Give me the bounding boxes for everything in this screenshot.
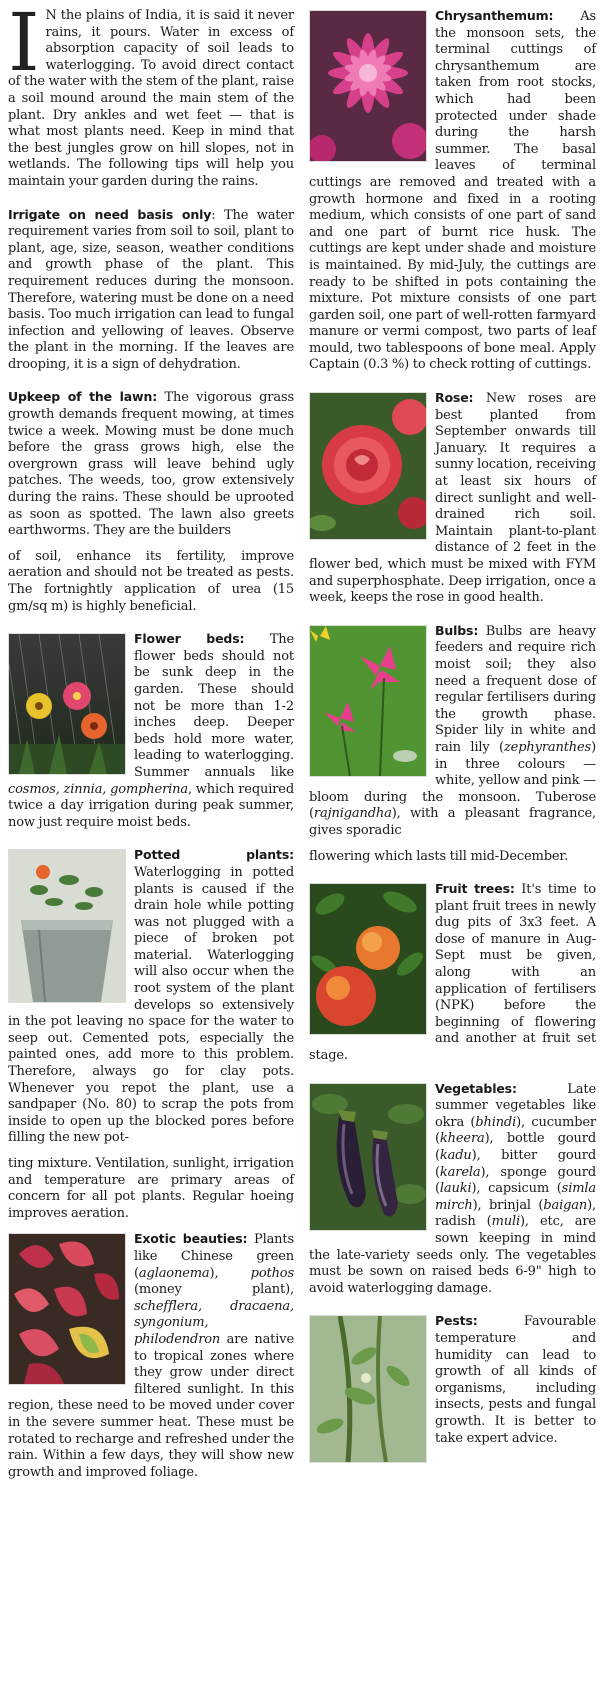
chrysanthemum-paragraph <box>309 8 596 374</box>
flower-beds-text: The flower beds should not be sunk deep in the garden. These should not be more than 1-2 inches deep. Deeper beds hold more water, leading to waterlogging. Summer annuals like <box>134 632 294 780</box>
veg-italic-6: simla mirch <box>435 1181 596 1213</box>
potted-heading: Potted plants: <box>134 847 294 863</box>
veg-text-3: ), bottle gourd ( <box>435 1131 596 1163</box>
bulbs-heading: Bulbs: <box>435 622 479 638</box>
fruit-paragraph <box>309 881 596 1065</box>
drop-cap: I <box>8 0 40 89</box>
exotic-heading: Exotic beauties: <box>134 1231 248 1247</box>
bulbs-text-1: Bulbs are heavy feeders and require rich moist soil; they also need a frequent dose of regular fertilisers during the growth phase. Spider lily in white and rain lily ( <box>435 623 596 755</box>
exotic-text-3: (money plant), <box>134 1282 294 1298</box>
veg-text-5: ), sponge gourd ( <box>435 1164 596 1197</box>
fruit-text: It's time to plant fruit trees in newly dug pits of 3x3 feet. A dose of manure in Aug-Sept must be given, along with an application of fertilisers (NPK) before the beginning of flowering and another at fruit set stage. <box>309 882 596 1064</box>
potted-paragraph <box>8 847 294 1147</box>
vegetables-paragraph <box>309 1081 596 1298</box>
lawn-paragraph-cont <box>8 549 294 615</box>
exotic-italic-2: pothos <box>250 1265 294 1281</box>
exotic-italic-1: aglaonema <box>138 1265 210 1281</box>
pests-text: Favourable temperature and humidity can lead to growth of all kinds of organisms, including insects, pests and fungal growth. It is better to take expert advice. <box>435 1314 596 1446</box>
intro-paragraph <box>8 0 294 191</box>
bulbs-paragraph <box>309 623 596 840</box>
pests-heading: Pests: <box>435 1313 478 1329</box>
lawn-text-cont: of soil, enhance its fertility, improve aeration and should not be treated as pests. The fortnightly application of urea (15 gm/sq m) is highly beneficial. <box>8 548 294 614</box>
veg-text-9: ), etc, are sown keeping in mind the late-variety seeds only. The vegetables must be sown on raised beds 6-9" high to avoid waterlogging damage. <box>309 1214 596 1296</box>
lawn-paragraph <box>8 389 294 539</box>
veg-italic-2: kheera <box>439 1131 485 1147</box>
bulbs-photo <box>309 625 427 777</box>
vegetables-photo <box>309 1083 427 1231</box>
veg-text-7: ), brinjal ( <box>472 1197 544 1213</box>
left-column <box>8 0 295 1481</box>
lawn-heading: Upkeep of the lawn: <box>8 389 158 405</box>
veg-italic-5: lauki <box>439 1181 472 1197</box>
rose-heading: Rose: <box>435 390 474 406</box>
exotic-text-1: Plants like Chinese green ( <box>134 1232 294 1281</box>
bulbs-text-2: ) in three colours — white, yellow and pink — bloom during the monsoon. Tuberose ( <box>309 739 596 822</box>
chrysanthemum-heading: Chrysanthemum: <box>435 8 554 23</box>
irrigate-paragraph <box>8 207 294 374</box>
bulbs-text-3: ), with a pleasant fragrance, gives sporadic <box>309 806 596 838</box>
irrigate-text: : The water requirement varies from soil to soil, plant to plant, age, size, season, weather conditions and growth phase of the plant. This requirement reduces during the monsoon. Therefore, watering must be done on a need basis. Too much irrigation can lead to fungal infection and yellowing of leaves. Observe the plant in the morning. If the leaves are drooping, it is a sign of dehydration. <box>8 207 295 372</box>
exotic-text-2: ), <box>209 1265 251 1281</box>
veg-text-4: ), bitter gourd ( <box>435 1148 596 1180</box>
bulbs-paragraph-cont <box>309 849 596 866</box>
fruit-tree-photo <box>309 883 427 1035</box>
potted-text-cont: ting mixture. Ventilation, sunlight, irrigation and temperature are primary areas of concern for all pot plants. Regular hoeing improves aeration. <box>8 1156 294 1221</box>
rose-paragraph <box>309 390 596 607</box>
bulbs-italic-2: rajnigandha <box>313 806 392 822</box>
veg-italic-1: bhindi <box>475 1114 517 1130</box>
chrysanthemum-photo <box>309 10 427 162</box>
pests-paragraph <box>309 1313 596 1447</box>
exotic-paragraph <box>8 1231 294 1481</box>
rose-photo <box>309 392 427 540</box>
rose-text: New roses are best planted from September onwards till January. It requires a sunny location, receiving at least six hours of direct sunlight and well-drained rich soil. Maintain plant-to-plant distance of 2 feet in the flower bed, which must be mixed with FYM and superphosphate. Deep irrigation, once a week, keeps the rose in good health. <box>309 391 597 606</box>
intro-text: N the plains of India, it is said it never rains, it pours. Water in excess of absorption capacity of soil leads to waterlogging. To avoid direct contact of the water with the stem of the plant, raise a soil mound around the main stem of the plant. Dry ankles and wet feet — that is what most plants need. Keep in mind that the best jungles grow on hill slopes, not in wetlands. The following tips will help you maintain your garden during the rains. <box>8 8 294 189</box>
pests-photo <box>309 1315 427 1463</box>
veg-italic-4: karela <box>439 1164 481 1180</box>
chrysanthemum-text: As the monsoon sets, the terminal cuttings of chrysanthemum are taken from root stocks, which had been protected under shade during the harsh summer. The basal leaves of terminal cuttings are removed and treated with a growth hormone and fixed in a rooting medium, which consists of one part of sand and one part of burnt rice husk. The cuttings are kept under shade and moisture is maintained. By mid-July, the cuttings are ready to be shifted in pots containing the mixture. Pot mixture consists of one part garden soil, one part of well-rotten farmyard manure or vermi compost, two parts of leaf mould, two tablespoons of bone meal. Apply Captain (0.3 %) to check rotting of cuttings. <box>309 9 596 373</box>
irrigate-heading: Irrigate on need basis only <box>8 206 212 222</box>
flower-beds-paragraph <box>8 631 294 831</box>
potted-text: Waterlogging in potted plants is caused if the drain hole while potting was not plugged with a piece of broken pot material. Waterlogging will also occur when the root system of the plant develops so extensively in the pot leaving no space for the water to seep out. Cemented pots, especially the painted ones, add more to this problem. Therefore, always go for clay pots. Whenever you repot the plant, use a sandpaper (No. 80) to scrap the pots from inside to open up the blocked pores before filling the new pot- <box>8 864 294 1146</box>
flower-beds-photo <box>8 633 126 775</box>
lawn-text: The vigorous grass growth demands frequent mowing, at times twice a week. Mowing must be done much before the grass grows high, else the overgrown grass will leave behind ugly patches. The weeds, too, grow extensively during the rains. These should be uprooted as soon as spotted. The lawn also greets earthworms. They are the builders <box>8 390 295 539</box>
potted-paragraph-cont <box>8 1156 294 1222</box>
flower-beds-heading: Flower beds: <box>134 631 245 647</box>
fruit-heading: Fruit trees: <box>435 881 515 897</box>
flower-beds-annuals: cosmos, zinnia, gompherina <box>8 781 188 797</box>
potted-plant-photo <box>8 849 126 1003</box>
flower-beds-text-2: , which required twice a day irrigation during peak summer, now just require moist beds. <box>8 781 295 830</box>
bulbs-italic-1: zephyranthes <box>503 739 592 755</box>
veg-text-2: ), cucumber ( <box>435 1114 596 1147</box>
veg-text-8: ), radish ( <box>435 1197 596 1230</box>
veg-italic-7: baigan <box>543 1197 588 1213</box>
veg-text-1: Late summer vegetables like okra ( <box>435 1081 596 1130</box>
exotic-text-4: are native to tropical zones where they grow under direct filtered sunlight. In this region, these need to be moved under cover in the severe summer heat. These must be rotated to recharge and refreshed under the rain. Within a few days, they will show new growth and improved foliage. <box>8 1331 294 1480</box>
vegetables-heading: Vegetables: <box>435 1080 517 1096</box>
bulbs-text-cont: flowering which lasts till mid-December. <box>309 848 569 864</box>
right-column <box>309 8 596 1465</box>
exotic-italic-3: schefflera, dracaena, syngonium, philodendron <box>134 1298 294 1347</box>
exotic-plants-photo <box>8 1233 126 1385</box>
veg-italic-8: muli <box>491 1214 520 1230</box>
veg-italic-3: kadu <box>439 1148 472 1163</box>
veg-text-6: ), capsicum ( <box>471 1181 562 1197</box>
